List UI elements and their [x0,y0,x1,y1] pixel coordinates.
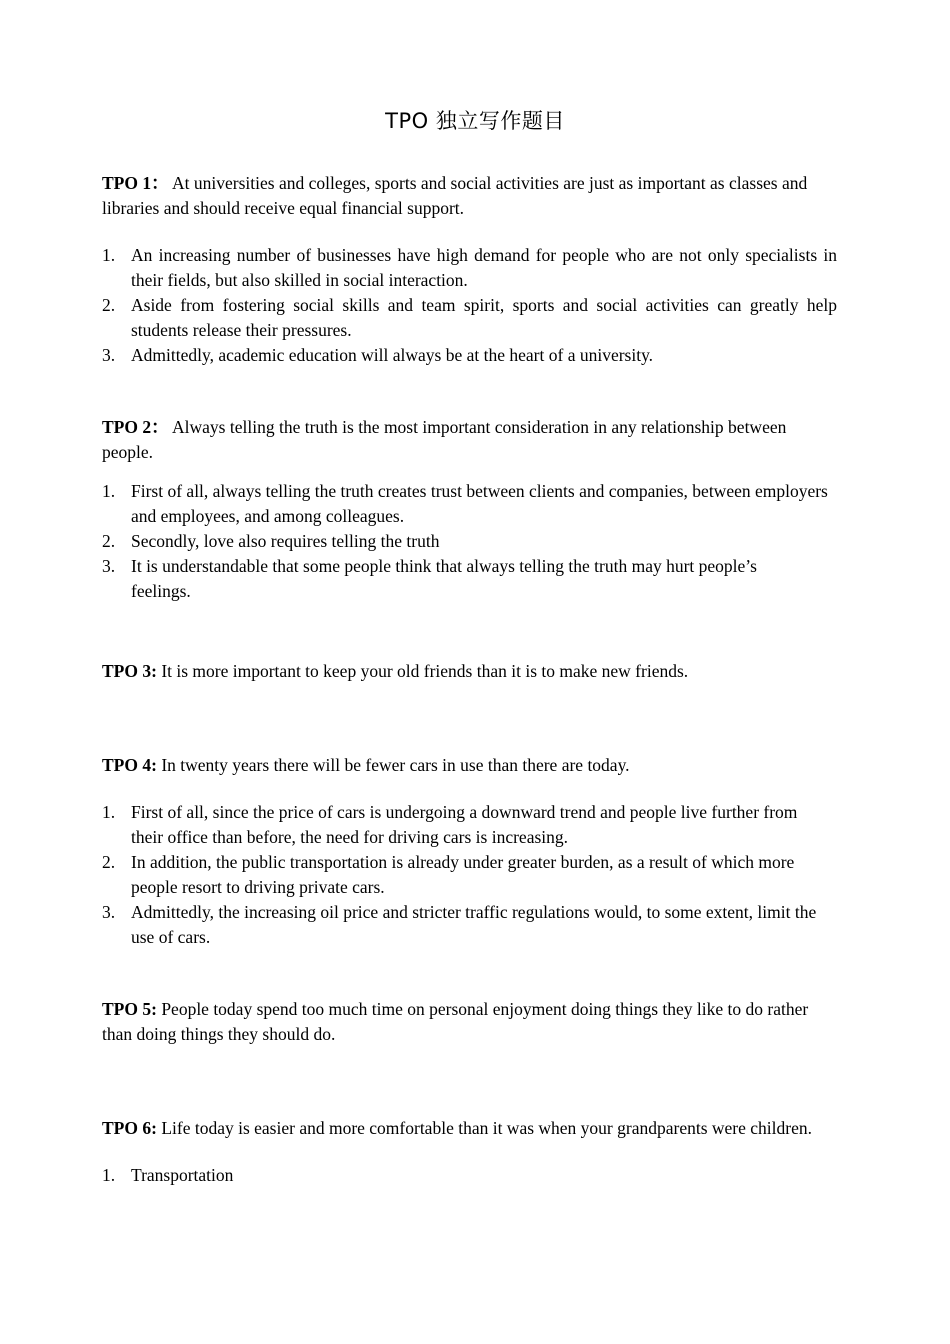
list-number: 1. [102,481,116,501]
points-list [102,479,828,604]
list-number: 3. [102,345,116,365]
list-item [102,529,802,554]
list-number: 3. [102,556,116,576]
tpo-label: TPO 4 [102,755,152,775]
list-item [102,850,831,900]
list-number: 2. [102,852,116,872]
list-number: 2. [102,531,116,551]
tpo-prompt-text: In twenty years there will be fewer cars in use than there are today. [161,755,630,775]
tpo-separator: : [151,999,157,1019]
tpo-separator: ： [151,173,169,193]
list-item-text: Aside from fostering social skills and team spirit, sports and social activities can greatly help students release their pressures. [131,295,837,340]
tpo-separator: : [151,755,157,775]
tpo-prompt-text: People today spend too much time on personal enjoyment doing things they like to do rather than doing things they should do. [102,999,809,1044]
list-item [102,243,837,293]
list-number: 1. [102,1165,116,1185]
list-item [102,1163,812,1188]
list-item [102,343,837,368]
list-item-text: Admittedly, the increasing oil price and stricter traffic regulations would, to some extent, limit the use of cars. [131,902,817,947]
tpo-label: TPO 1 [102,173,152,193]
tpo-prompt [102,753,837,778]
tpo-prompt-text: Life today is easier and more comfortable than it was when your grandparents were children. [161,1118,812,1138]
list-number: 2. [102,295,116,315]
tpo-prompt-text: It is more important to keep your old friends than it is to make new friends. [161,661,689,681]
points-list [102,1163,812,1188]
tpo-2-section [102,415,828,604]
tpo-label: TPO 3 [102,661,152,681]
tpo-prompt [102,659,837,684]
tpo-6-section [102,1116,812,1188]
tpo-separator: ： [151,417,169,437]
points-list [102,243,837,368]
tpo-prompt [102,997,837,1047]
list-item-text: First of all, since the price of cars is undergoing a downward trend and people live further from their office than before, the need for driving cars is increasing. [131,802,798,847]
list-item-text: An increasing number of businesses have high demand for people who are not only specialists in their fields, but also skilled in social interaction. [131,245,837,290]
tpo-prompt [102,415,802,465]
tpo-prompt-text: Always telling the truth is the most important consideration in any relationship between people. [102,417,787,462]
page-title: TPO 独立写作题目 [385,109,565,133]
list-item-text: Transportation [131,1165,234,1185]
tpo-1-section [102,171,837,368]
tpo-separator: : [151,661,157,681]
tpo-separator: : [151,1118,157,1138]
list-item [102,293,837,343]
tpo-prompt-text: At universities and colleges, sports and social activities are just as important as classes and libraries and should receive equal financial support. [102,173,808,218]
list-item-text: First of all, always telling the truth creates trust between clients and companies, between employers and employees, and among colleagues. [131,481,828,526]
list-item [102,800,831,850]
list-item-text: In addition, the public transportation is already under greater burden, as a result of which more people resort to driving private cars. [131,852,795,897]
list-item [102,479,831,529]
list-item-text: Admittedly, academic education will always be at the heart of a university. [131,345,654,365]
tpo-4-section [102,753,837,950]
list-number: 1. [102,802,116,822]
list-number: 1. [102,245,116,265]
tpo-prompt [102,1116,812,1141]
tpo-3-section [102,659,837,684]
list-item-text: It is understandable that some people think that always telling the truth may hurt people’s feelings. [131,556,757,601]
tpo-label: TPO 5 [102,999,152,1019]
list-number: 3. [102,902,116,922]
points-list [102,800,837,950]
list-item [102,900,837,950]
list-item-text: Secondly, love also requires telling the truth [131,531,440,551]
list-item [102,554,802,604]
tpo-label: TPO 6 [102,1118,152,1138]
tpo-label: TPO 2 [102,417,152,437]
tpo-5-section [102,997,837,1047]
tpo-prompt [102,171,837,221]
